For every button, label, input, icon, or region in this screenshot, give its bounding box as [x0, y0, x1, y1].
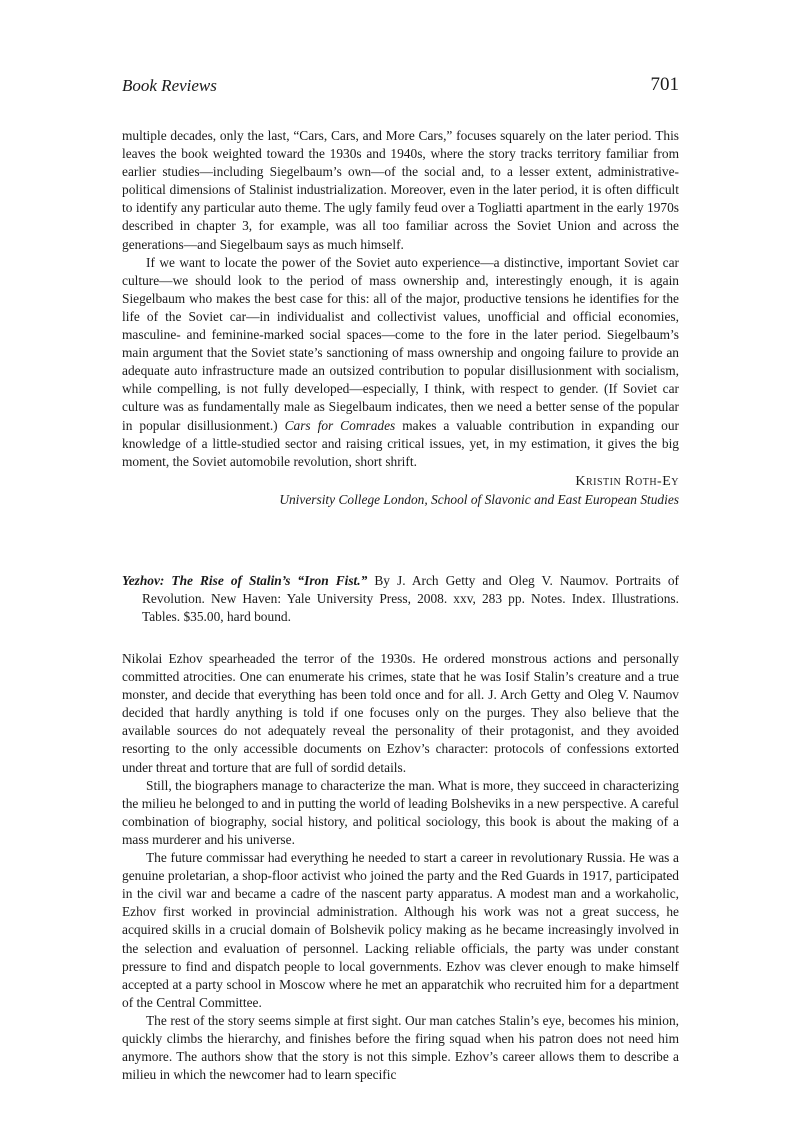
citation-details: By J. Arch Getty and Oleg V. Naumov. Portraits of Revolution. New Haven: Yale University Press, 2008. xxv, 283 pp. Notes. Index. Illustrations. Tables. $35.00, hard bound.	[142, 573, 679, 625]
review-1-paragraph-tail: makes a valuable contribution in expanding our knowledge of a little-studied sector and raising critical issues, yet, in my estimation, it gives the big moment, the Soviet automobile revolution, short shrift.	[122, 417, 679, 469]
review-2-paragraph: The future commissar had everything he needed to start a career in revolutionary Russia. He was a genuine proletarian, a shop-floor activist who joined the party and the Red Guards in 1917, participated in the civil war and became a cadre of the nascent party apparatus. A modest man and a workaholic, Ezhov first worked in provincial administration. Although his work was not a great success, he acquired skills in a crucial domain of Bolshevik policy making as he became increasingly involved in the selection and evaluation of personnel. Lacking reliable officials, the party was under constant pressure to find and dispatch people to local governments. Ezhov was clever enough to make himself accepted at a party school in Moscow where he met an apparatchik who recruited him for a department of the Central Committee.	[122, 850, 679, 1010]
review-1-paragraph	[122, 254, 679, 471]
review-2-paragraph: Still, the biographers manage to characterize the man. What is more, they succeed in characterizing the milieu he belonged to and in putting the world of leading Bolsheviks in a new perspective. A careful combination of biography, social history, and political sociology, this book is about the making of a mass murderer and his universe.	[122, 777, 679, 847]
review-1-signature	[122, 473, 679, 509]
review-2-citation	[122, 572, 679, 626]
review-1-body	[122, 127, 679, 509]
review-2-paragraph: Nikolai Ezhov spearheaded the terror of the 1930s. He ordered monstrous actions and personally committed atrocities. One can enumerate his crimes, state that he was Iosif Stalin’s creature and a true monster, and decide that everything has been told once and for all. J. Arch Getty and Oleg V. Naumov decided that hardly anything is told if one focuses only on the purges. They also believe that the available sources do not adequately reveal the personality of their protagonist, and they avoided resorting to the only accessible documents on Ezhov’s character: protocols of confessions extorted under threat and torture that are full of sordid details.	[122, 651, 679, 775]
reviewer-affiliation: University College London, School of Slavonic and East European Studies	[279, 491, 679, 507]
reviewer-name: Kristin Roth-Ey	[575, 473, 679, 489]
page-number: 701	[650, 74, 679, 95]
book-title: Yezhov: The Rise of Stalin’s “Iron Fist.”	[122, 573, 368, 588]
review-1-paragraph-text: If we want to locate the power of the Soviet auto experience—a distinctive, important Soviet car culture—we should look to the period of mass ownership and, interestingly enough, it is again Siegelbaum who makes the best case for this: all of the major, productive tensions he identifies for the life of the Soviet car—in individualist and collectivist values, unofficial and official economies, masculine- and feminine-marked social spaces—come to the fore in the later period. Siegelbaum’s main argument that the Soviet state’s sanctioning of mass ownership and ongoing failure to provide an adequate auto infrastructure made an outsized contribution to popular disillusionment with socialism, while compelling, is not fully developed—especially, I think, with respect to gender. (If Soviet car culture was as fundamentally male as Siegelbaum indicates, then we need a better sense of the popular in popular disillusionment.)	[122, 254, 679, 433]
review-2-body	[122, 650, 679, 1084]
book-title-italic: Cars for Comrades	[284, 417, 396, 433]
journal-section-title: Book Reviews	[122, 76, 217, 95]
running-head	[122, 76, 679, 104]
review-2-paragraph: The rest of the story seems simple at first sight. Our man catches Stalin’s eye, becomes his minion, quickly climbs the hierarchy, and finishes before the firing squad when his patron does not need him anymore. The authors show that the story is not this simple. Ezhov’s career allows them to describe a milieu in which the newcomer had to learn specific	[122, 1012, 679, 1083]
review-1-paragraph: multiple decades, only the last, “Cars, Cars, and More Cars,” focuses squarely on the later period. This leaves the book weighted toward the 1930s and 1940s, where the story tracks territory familiar from earlier studies—including Siegelbaum’s own—of the social and, to a lesser extent, administrative-political dimensions of Stalinist industrialization. Moreover, even in the later period, it is often difficult to identify any particular auto theme. The ugly family feud over a Togliatti apartment in the early 1970s described in chapter 3, for example, was all too familiar across the Soviet Union and across the generations—and Siegelbaum says as much himself.	[122, 128, 679, 252]
